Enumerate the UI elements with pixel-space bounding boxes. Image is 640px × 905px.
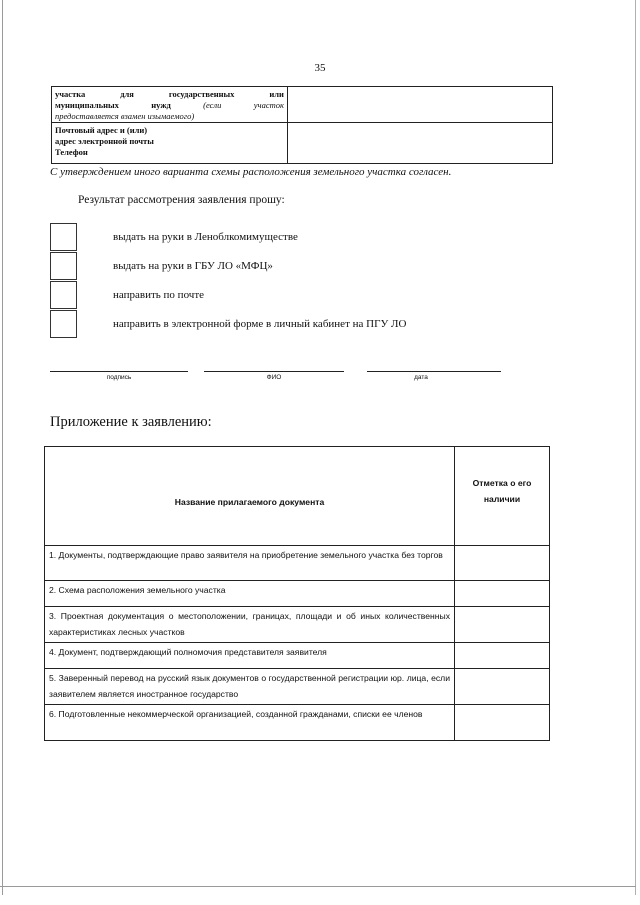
date-field[interactable] xyxy=(367,371,501,372)
phone-label: Телефон xyxy=(55,147,88,157)
page-number: 35 xyxy=(314,62,326,74)
option-label-post: направить по почте xyxy=(113,289,205,301)
email-address-label: адрес электронной почты xyxy=(55,136,154,146)
option-checkbox-post[interactable] xyxy=(50,281,77,309)
page-edge-left xyxy=(2,0,3,895)
purpose-line-3: предоставляется взамен изымаемого) xyxy=(55,111,195,121)
appendix-heading: Приложение к заявлению: xyxy=(50,414,212,430)
table-row xyxy=(45,705,550,741)
postal-address-label: Почтовый адрес и (или) xyxy=(55,125,148,135)
table-row xyxy=(45,643,550,669)
option-label-mfc: выдать на руки в ГБУ ЛО «МФЦ» xyxy=(113,260,273,272)
doc-name-cell: 2. Схема расположения земельного участка xyxy=(45,581,455,607)
table-row xyxy=(45,669,550,705)
signature-caption: подпись xyxy=(106,374,132,381)
presence-mark-cell[interactable] xyxy=(455,643,550,669)
page-edge-right xyxy=(635,0,636,895)
table-row xyxy=(45,607,550,643)
table-row-divider xyxy=(52,122,552,123)
appendix-table xyxy=(44,446,550,741)
presence-mark-header: Отметка о его наличии xyxy=(455,447,550,546)
presence-mark-cell[interactable] xyxy=(455,581,550,607)
table-row xyxy=(45,581,550,607)
doc-name-cell: 4. Документ, подтверждающий полномочия представителя заявителя xyxy=(45,643,455,669)
purpose-line-1: участка для государственных или xyxy=(55,89,284,99)
agreement-statement: С утверждением иного варианта схемы расположения земельного участка согласен. xyxy=(50,166,452,178)
doc-name-cell: 6. Подготовленные некоммерческой организацией, созданной гражданами, списки ее членов xyxy=(45,705,455,741)
presence-mark-cell[interactable] xyxy=(455,669,550,705)
signature-field[interactable] xyxy=(50,371,188,372)
doc-name-cell: 1. Документы, подтверждающие право заявителя на приобретение земельного участка без торгов xyxy=(45,546,455,581)
option-label-lenoblkomimushchestvo: выдать на руки в Леноблкомимуществе xyxy=(113,231,298,243)
purpose-cell xyxy=(55,89,284,122)
presence-mark-cell[interactable] xyxy=(455,705,550,741)
table-column-divider xyxy=(287,87,288,163)
full-name-caption: ФИО xyxy=(266,374,282,381)
appendix-header-row xyxy=(45,447,550,546)
purpose-line-2: муниципальных нужд (если участок xyxy=(55,100,284,110)
result-heading: Результат рассмотрения заявления прошу: xyxy=(78,194,285,206)
option-label-electronic: направить в электронной форме в личный кабинет на ПГУ ЛО xyxy=(113,318,407,330)
doc-name-header: Название прилагаемого документа xyxy=(45,447,455,546)
option-checkbox-mfc[interactable] xyxy=(50,252,77,280)
full-name-field[interactable] xyxy=(204,371,344,372)
contact-cell xyxy=(55,125,284,158)
option-checkbox-lenoblkomimushchestvo[interactable] xyxy=(50,223,77,251)
presence-mark-cell[interactable] xyxy=(455,546,550,581)
presence-mark-cell[interactable] xyxy=(455,607,550,643)
applicant-details-table xyxy=(51,86,553,164)
option-checkbox-electronic[interactable] xyxy=(50,310,77,338)
table-row xyxy=(45,546,550,581)
page-edge-bottom xyxy=(0,886,636,887)
doc-name-cell: 5. Заверенный перевод на русский язык документов о государственной регистрации юр. лица, если заявителем является иностранное государство xyxy=(45,669,455,705)
date-caption: дата xyxy=(414,374,428,381)
doc-name-cell: 3. Проектная документация о местоположении, границах, площади и об иных количественных характеристиках лесных участков xyxy=(45,607,455,643)
